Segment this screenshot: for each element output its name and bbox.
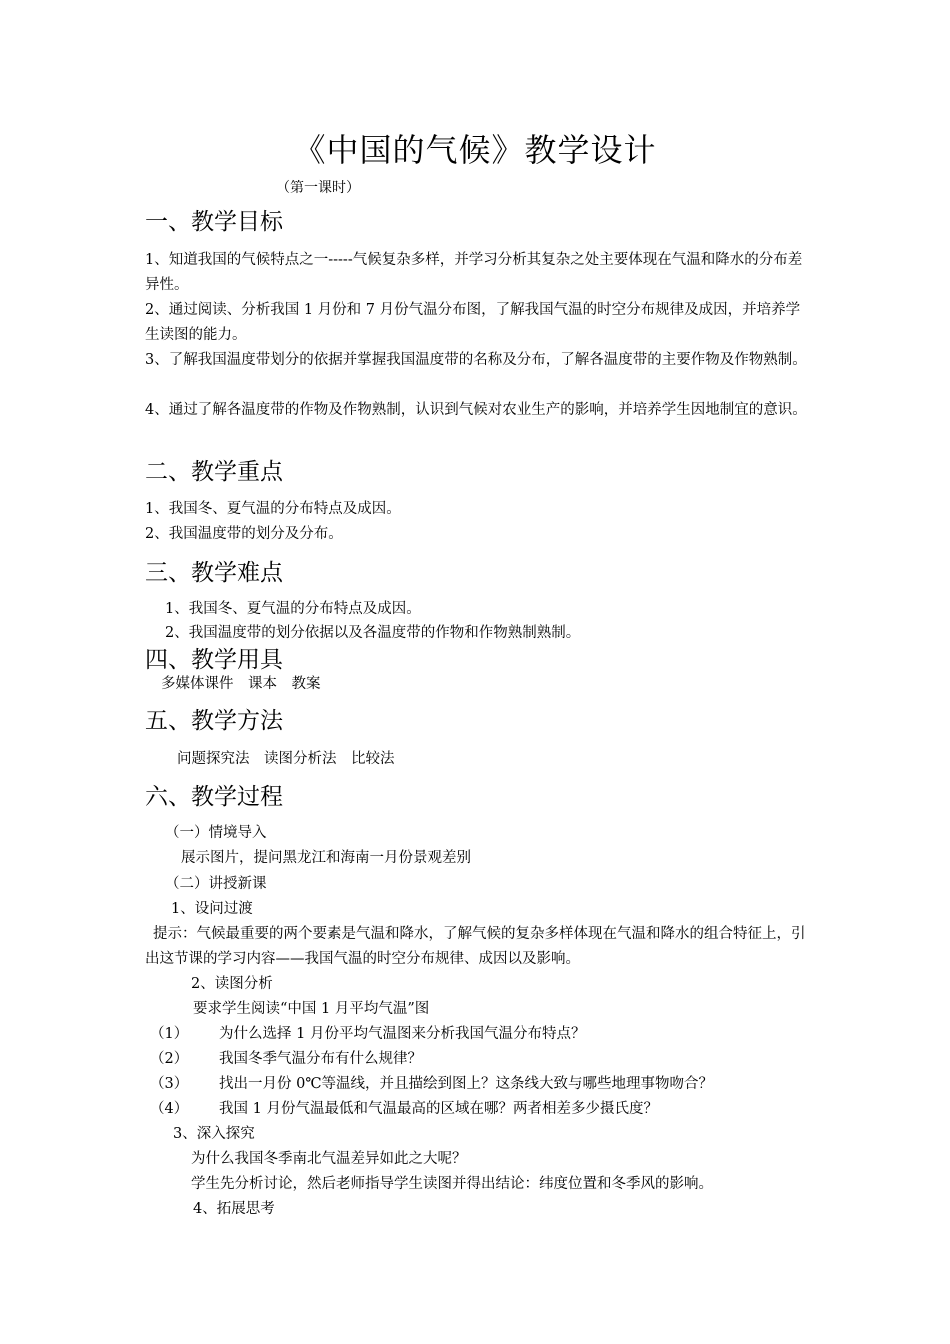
question-text: 为什么选择 1 月份平均气温图来分析我国气温分布特点？ [219,1026,586,1042]
section-heading-methods: 五、教学方法 [145,708,283,734]
process-step: 4、拓展思考 [193,1201,275,1217]
objective-item: 4、通过了解各温度带的作物及作物熟制，认识到气候对农业生产的影响，并培养学生因地制宜的意识。 [145,402,807,418]
question-number: （2） [150,1051,189,1067]
tools-list: 多媒体课件 课本 教案 [161,676,321,692]
section-heading-process: 六、教学过程 [145,784,283,810]
key-point-item: 2、我国温度带的划分及分布。 [145,526,343,542]
process-step: （一）情境导入 [165,825,267,841]
section-heading-objectives: 一、教学目标 [145,209,283,235]
process-step: 学生先分析讨论，然后老师指导学生读图并得出结论：纬度位置和冬季风的影响。 [191,1176,713,1192]
question-text: 我国冬季气温分布有什么规律？ [219,1051,422,1067]
section-heading-tools: 四、教学用具 [145,647,283,673]
objective-item: 1、知道我国的气候特点之一-----气候复杂多样，并学习分析其复杂之处主要体现在气温和降水的分布差异性。 [145,252,803,293]
process-step: 要求学生阅读“中国 1 月平均气温”图 [193,1001,430,1017]
process-step: （二）讲授新课 [165,876,267,892]
question-text: 我国 1 月份气温最低和气温最高的区域在哪？两者相差多少摄氏度？ [219,1101,658,1117]
section-heading-key-points: 二、教学重点 [145,459,283,485]
process-step: 展示图片，提问黑龙江和海南一月份景观差别 [181,850,471,866]
key-point-item: 1、我国冬、夏气温的分布特点及成因。 [145,501,401,517]
document-subtitle: （第一课时） [276,180,360,196]
process-step: 为什么我国冬季南北气温差异如此之大呢？ [191,1151,467,1167]
methods-list: 问题探究法 读图分析法 比较法 [177,751,395,767]
section-heading-difficulties: 三、教学难点 [145,560,283,586]
difficulty-item: 2、我国温度带的划分依据以及各温度带的作物和作物熟制熟制。 [165,625,581,641]
objective-item: 3、了解我国温度带划分的依据并掌握我国温度带的名称及分布，了解各温度带的主要作物及作物熟制。 [145,352,807,368]
document-title: 《中国的气候》教学设计 [293,131,657,169]
process-step: 1、设问过渡 [171,901,253,917]
question-number: （3） [150,1076,189,1092]
question-number: （1） [150,1026,189,1042]
process-step: 2、读图分析 [191,976,273,992]
process-hint: 提示：气候最重要的两个要素是气温和降水，了解气候的复杂多样体现在气温和降水的组合特征上，引出这节课的学习内容——我国气温的时空分布规律、成因以及影响。 [145,926,806,967]
question-text: 找出一月份 0℃等温线，并且描绘到图上？这条线大致与哪些地理事物吻合？ [219,1076,714,1092]
question-number: （4） [150,1101,189,1117]
process-step: 3、深入探究 [173,1126,255,1142]
objective-item: 2、通过阅读、分析我国 1 月份和 7 月份气温分布图，了解我国气温的时空分布规律及成因，并培养学生读图的能力。 [145,302,801,343]
difficulty-item: 1、我国冬、夏气温的分布特点及成因。 [165,601,421,617]
